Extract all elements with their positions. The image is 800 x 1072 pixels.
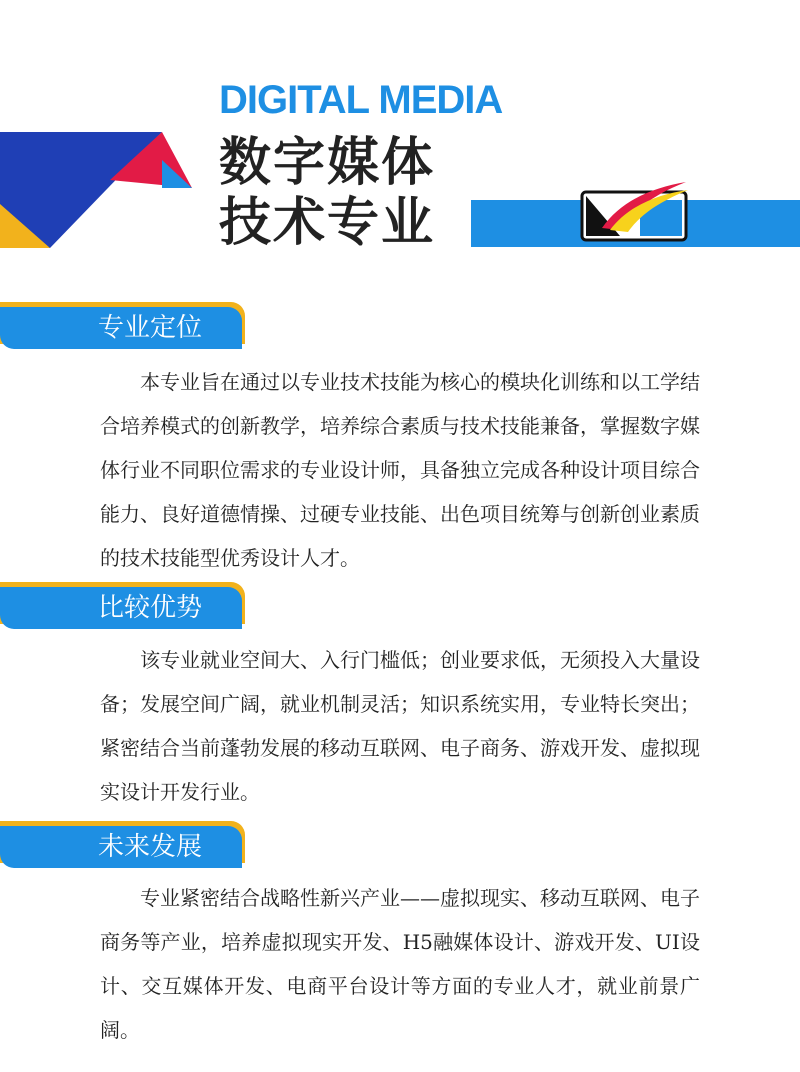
section-heading-future [0,821,250,873]
section-heading-label: 专业定位 [98,313,203,343]
geometric-decoration [0,132,200,248]
school-logo-icon [580,178,690,242]
section-heading-label: 比较优势 [98,593,203,623]
section-heading-label: 未来发展 [98,832,203,862]
section-body-advantages: 该专业就业空间大、入行门槛低；创业要求低，无须投入大量设备；发展空间广阔，就业机制灵活；知识系统实用，专业特长突出；紧密结合当前蓬勃发展的移动互联网、电子商务、游戏开发、虚拟现实设计开发行业。 [100,648,700,804]
section-heading-positioning [0,302,250,354]
english-title: DIGITAL MEDIA [219,78,503,122]
page-title-line2: 技术专业 [219,193,436,253]
section-heading-advantages [0,582,250,634]
page-title-line1: 数字媒体 [219,133,436,193]
section-body-positioning: 本专业旨在通过以专业技术技能为核心的模块化训练和以工学结合培养模式的创新教学，培养综合素质与技术技能兼备，掌握数字媒体行业不同职位需求的专业设计师，具备独立完成各种设计项目综合能力、良好道德情操、过硬专业技能、出色项目统筹与创新创业素质的技术技能型优秀设计人才。 [100,370,700,570]
section-body-future: 专业紧密结合战略性新兴产业——虚拟现实、移动互联网、电子商务等产业，培养虚拟现实开发、H5融媒体设计、游戏开发、UI设计、交互媒体开发、电商平台设计等方面的专业人才，就业前景广阔。 [100,886,700,1042]
